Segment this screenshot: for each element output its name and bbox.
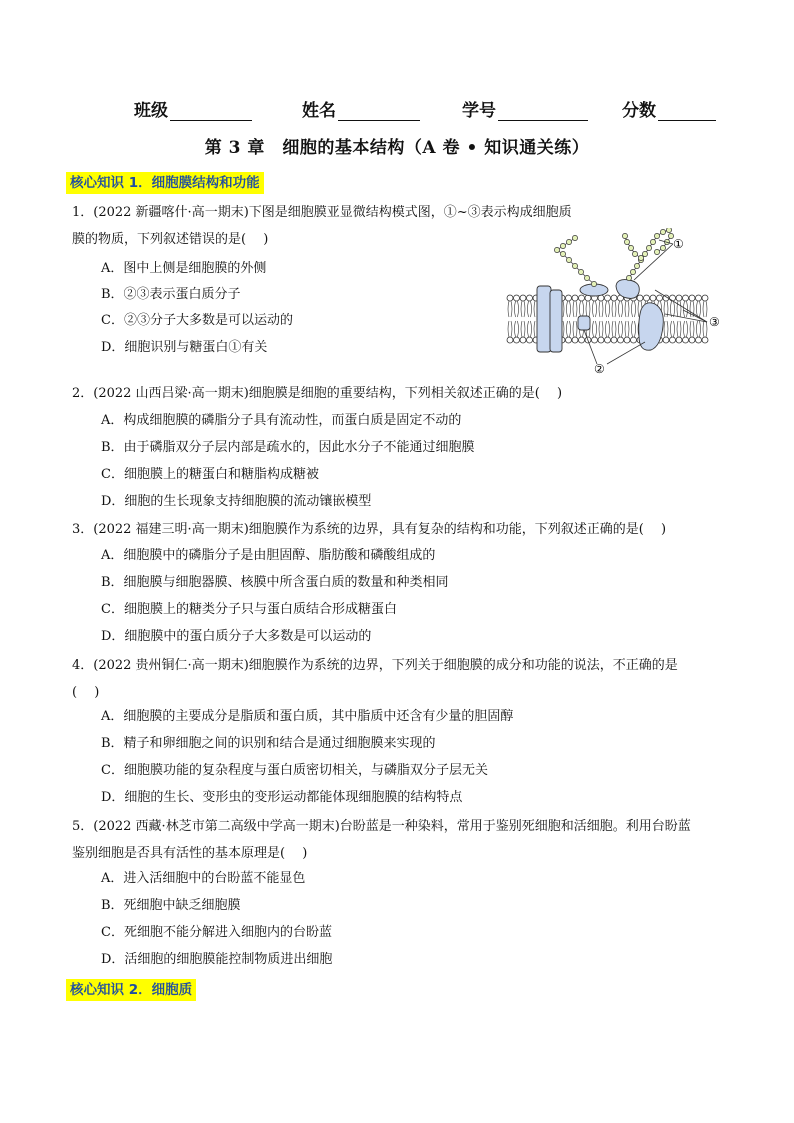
student-id-blank[interactable] bbox=[498, 102, 588, 121]
question-4-line-2: ( ) bbox=[72, 685, 100, 700]
transmembrane-protein-left bbox=[537, 286, 562, 352]
question-5-option-d[interactable]: D．活细胞的细胞膜能控制物质进出细胞 bbox=[101, 952, 333, 967]
question-1-option-a[interactable]: A．图中上侧是细胞膜的外侧 bbox=[101, 261, 267, 276]
question-4-option-b[interactable]: B．精子和卵细胞之间的识别和结合是通过细胞膜来实现的 bbox=[101, 736, 436, 751]
question-5-option-c[interactable]: C．死细胞不能分解进入细胞内的台盼蓝 bbox=[101, 925, 332, 940]
question-1-option-c[interactable]: C．②③分子大多数是可以运动的 bbox=[101, 313, 293, 328]
student-info-row bbox=[134, 96, 734, 122]
glycan-chains bbox=[554, 228, 673, 287]
cell-membrane-diagram bbox=[505, 228, 735, 376]
question-3-option-a[interactable]: A．细胞膜中的磷脂分子是由胆固醇、脂肪酸和磷酸组成的 bbox=[101, 548, 436, 563]
score-blank[interactable] bbox=[658, 102, 716, 121]
question-4-option-c[interactable]: C．细胞膜功能的复杂程度与蛋白质密切相关，与磷脂双分子层无关 bbox=[101, 763, 488, 778]
class-field: 班级 bbox=[134, 96, 252, 121]
label-2: ② bbox=[594, 362, 605, 376]
question-4-option-d[interactable]: D．细胞的生长、变形虫的变形运动都能体现细胞膜的结构特点 bbox=[101, 790, 463, 805]
question-2-option-c[interactable]: C．细胞膜上的糖蛋白和糖脂构成糖被 bbox=[101, 467, 319, 482]
question-4 bbox=[72, 652, 678, 706]
question-4-option-a[interactable]: A．细胞膜的主要成分是脂质和蛋白质，其中脂质中还含有少量的胆固醇 bbox=[101, 709, 514, 724]
student-id-field: 学号 bbox=[462, 96, 588, 121]
question-3-option-b[interactable]: B．细胞膜与细胞器膜、核膜中所含蛋白质的数量和种类相同 bbox=[101, 575, 449, 590]
question-1-option-b[interactable]: B．②③表示蛋白质分子 bbox=[101, 287, 241, 302]
name-blank[interactable] bbox=[338, 102, 420, 121]
question-1-line-2: 膜的物质，下列叙述错误的是( ) bbox=[72, 232, 269, 247]
question-1-option-d[interactable]: D．细胞识别与糖蛋白①有关 bbox=[101, 340, 268, 355]
question-5-option-b[interactable]: B．死细胞中缺乏细胞膜 bbox=[101, 898, 241, 913]
question-2-option-a[interactable]: A．构成细胞膜的磷脂分子具有流动性，而蛋白质是固定不动的 bbox=[101, 413, 462, 428]
question-1-line-1: 1．(2022 新疆喀什·高一期末)下图是细胞膜亚显微结构模式图，①~③表示构成细胞质 bbox=[72, 205, 572, 220]
question-3 bbox=[72, 516, 666, 543]
name-field: 姓名 bbox=[302, 96, 420, 121]
question-2 bbox=[72, 380, 562, 407]
section-heading-membrane: 核心知识 1．细胞膜结构和功能 bbox=[66, 172, 264, 194]
small-inner-protein bbox=[578, 316, 590, 330]
question-2-line-1: 2．(2022 山西吕梁·高一期末)细胞膜是细胞的重要结构，下列相关叙述正确的是( ) bbox=[72, 386, 563, 401]
label-3: ③ bbox=[709, 315, 720, 329]
class-blank[interactable] bbox=[170, 102, 252, 121]
question-3-line-1: 3．(2022 福建三明·高一期末)细胞膜作为系统的边界，具有复杂的结构和功能，下列叙述正确的是( ) bbox=[72, 522, 667, 537]
question-1 bbox=[72, 199, 572, 253]
question-5-line-1: 5．(2022 西藏·林芝市第二高级中学高一期末)台盼蓝是一种染料，常用于鉴别死细胞和活细胞。利用台盼蓝 bbox=[72, 819, 691, 834]
question-3-option-d[interactable]: D．细胞膜中的蛋白质分子大多数是可以运动的 bbox=[101, 629, 372, 644]
score-field: 分数 bbox=[622, 96, 716, 121]
question-5-line-2: 鉴别细胞是否具有活性的基本原理是( ) bbox=[72, 846, 308, 861]
page-title: 第 3 章 细胞的基本结构（A 卷 • 知识通关练） bbox=[204, 138, 590, 158]
question-3-option-c[interactable]: C．细胞膜上的糖类分子只与蛋白质结合形成糖蛋白 bbox=[101, 602, 397, 617]
question-5-option-a[interactable]: A．进入活细胞中的台盼蓝不能显色 bbox=[101, 871, 306, 886]
question-5 bbox=[72, 813, 691, 867]
question-2-option-b[interactable]: B．由于磷脂双分子层内部是疏水的，因此水分子不能通过细胞膜 bbox=[101, 440, 475, 455]
label-1: ① bbox=[673, 237, 684, 251]
section-heading-cytoplasm: 核心知识 2．细胞质 bbox=[66, 979, 196, 1001]
question-2-option-d[interactable]: D．细胞的生长现象支持细胞膜的流动镶嵌模型 bbox=[101, 494, 372, 509]
question-4-line-1: 4．(2022 贵州铜仁·高一期末)细胞膜作为系统的边界，下列关于细胞膜的成分和功能的说法，不正确的是 bbox=[72, 658, 678, 673]
